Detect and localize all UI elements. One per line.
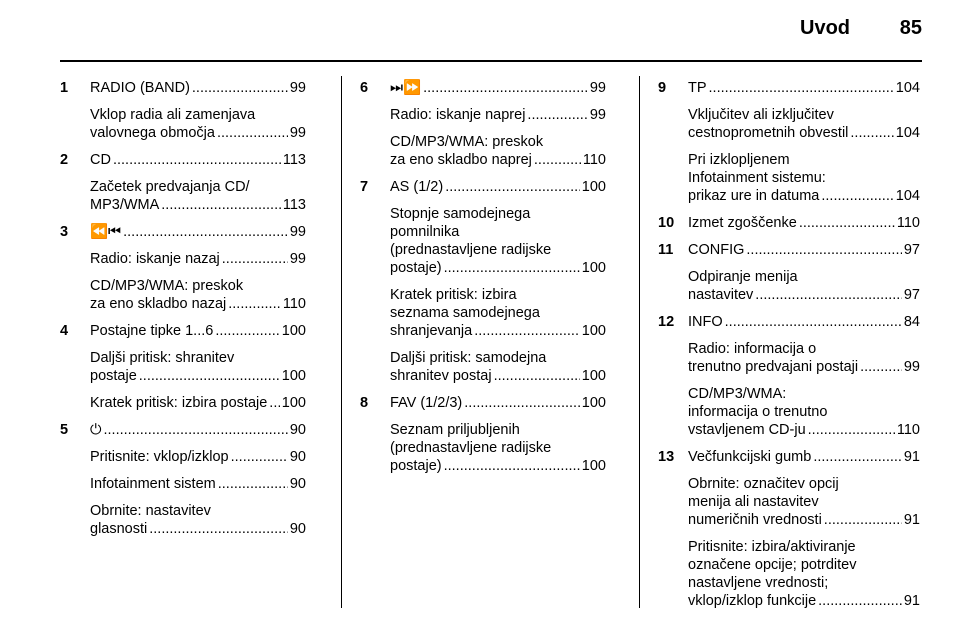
dot-leader (818, 592, 902, 610)
dot-leader (813, 448, 902, 466)
page-reference: 100 (581, 395, 606, 411)
page-reference: 100 (581, 323, 606, 339)
index-text: Vklop radia ali zamenjava (90, 107, 256, 123)
index-column-1 (60, 79, 306, 547)
page-reference: 100 (581, 179, 606, 195)
index-text: pomnilnika (390, 224, 460, 240)
index-subentry (360, 421, 606, 475)
index-entry (60, 223, 306, 241)
page-reference: 104 (895, 80, 920, 96)
dot-leader (746, 241, 901, 259)
index-line (390, 223, 606, 241)
index-subentry (658, 106, 920, 142)
index-entry (658, 448, 920, 466)
index-line (688, 241, 920, 259)
index-subentry (360, 286, 606, 340)
index-text: Daljši pritisk: samodejna (390, 350, 547, 366)
index-line (688, 79, 920, 97)
entry-number: 4 (60, 323, 69, 339)
index-line (390, 286, 606, 304)
index-subentry (658, 151, 920, 205)
index-subentry (360, 205, 606, 277)
dot-leader (269, 394, 280, 412)
page-reference: 100 (281, 323, 306, 339)
page-number: 85 (899, 17, 922, 39)
page-reference: 90 (289, 476, 306, 492)
index-text: glasnosti (90, 521, 148, 537)
page-reference: 100 (281, 395, 306, 411)
page-reference: 110 (582, 152, 606, 168)
index-line (688, 493, 920, 511)
index-line (390, 133, 606, 151)
index-subentry (658, 268, 920, 304)
dot-leader (464, 394, 580, 412)
index-subentry (360, 106, 606, 124)
entry-number: 13 (658, 449, 675, 465)
dot-leader (860, 358, 902, 376)
index-text: MP3/WMA (90, 197, 160, 213)
dot-leader (725, 313, 902, 331)
index-line (90, 421, 306, 439)
index-entry (658, 241, 920, 259)
index-line (688, 448, 920, 466)
index-entry (60, 421, 306, 439)
entry-number: 6 (360, 80, 369, 96)
page-reference: 104 (895, 188, 920, 204)
page-reference: 90 (289, 521, 306, 537)
index-text: Začetek predvajanja CD/ (90, 179, 250, 195)
index-line (688, 286, 920, 304)
dot-leader (494, 367, 580, 385)
index-line (688, 403, 920, 421)
index-line (90, 277, 306, 295)
page-reference: 110 (896, 215, 920, 231)
entry-number: 11 (658, 242, 674, 258)
dot-leader (215, 322, 279, 340)
index-text: Infotainment sistemu: (688, 170, 826, 186)
index-line (90, 367, 306, 385)
index-text: za eno skladbo naprej (390, 152, 532, 168)
dot-leader (123, 223, 288, 241)
index-text: Infotainment sistem (90, 476, 216, 492)
index-subentry (60, 250, 306, 268)
page-header (60, 0, 922, 62)
index-line (390, 457, 606, 475)
index-line (390, 367, 606, 385)
index-line (390, 259, 606, 277)
index-text: vklop/izklop funkcije (688, 593, 817, 609)
index-text: postaje) (390, 260, 442, 276)
entry-number: 2 (60, 152, 69, 168)
index-line (688, 574, 920, 592)
index-line (688, 106, 920, 124)
entry-number: 5 (60, 422, 69, 438)
index-subentry (658, 385, 920, 439)
index-line (390, 178, 606, 196)
index-text: Kratek pritisk: izbira postaje (90, 395, 268, 411)
index-text: valovnega območja (90, 125, 215, 141)
page-reference: 91 (903, 512, 920, 528)
index-text: shranjevanja (390, 323, 473, 339)
index-text: Vključitev ali izključitev (688, 107, 834, 123)
index-text: Daljši pritisk: shranitev (90, 350, 235, 366)
entry-number: 12 (658, 314, 675, 330)
index-line (390, 304, 606, 322)
index-line (688, 421, 920, 439)
entry-number: 3 (60, 224, 69, 240)
index-text: (prednastavljene radijske (390, 242, 552, 258)
index-line (688, 169, 920, 187)
page-reference: 84 (903, 314, 920, 330)
page-reference: 99 (589, 80, 606, 96)
index-text: CD (90, 152, 111, 168)
index-subentry (360, 349, 606, 385)
dot-leader (534, 151, 581, 169)
index-text: Seznam priljubljenih (390, 422, 520, 438)
index-text: postaje (90, 368, 137, 384)
column-divider (639, 76, 640, 608)
page-reference: 104 (895, 125, 920, 141)
dot-leader (228, 295, 281, 313)
index-line (688, 151, 920, 169)
column-divider (341, 76, 342, 608)
dot-leader (149, 520, 288, 538)
entry-number: 7 (360, 179, 369, 195)
index-text: seznama samodejnega (390, 305, 540, 321)
index-text: RADIO (BAND) (90, 80, 190, 96)
index-line (688, 511, 920, 529)
index-line (90, 448, 306, 466)
index-text: trenutno predvajani postaji (688, 359, 859, 375)
index-line (688, 313, 920, 331)
index-text: Pritisnite: vklop/izklop (90, 449, 229, 465)
index-text: Radio: informacija o (688, 341, 817, 357)
index-text: cestnoprometnih obvestil (688, 125, 849, 141)
index-text: FAV (1/2/3) (390, 395, 463, 411)
index-line (390, 205, 606, 223)
index-line (390, 394, 606, 412)
index-column-3 (658, 79, 920, 619)
index-line (90, 349, 306, 367)
page-reference: 100 (581, 260, 606, 276)
index-line (688, 268, 920, 286)
page-reference: 100 (281, 368, 306, 384)
index-line (90, 79, 306, 97)
index-entry (658, 313, 920, 331)
index-text: nastavitev (688, 287, 754, 303)
page-reference: 99 (589, 107, 606, 123)
index-subentry (60, 475, 306, 493)
index-subentry (60, 349, 306, 385)
index-text: CD/MP3/WMA: preskok (90, 278, 244, 294)
index-subentry (60, 178, 306, 214)
page-reference: 97 (903, 242, 920, 258)
index-text: za eno skladbo nazaj (90, 296, 227, 312)
dot-leader (709, 79, 894, 97)
dot-leader (222, 250, 288, 268)
dot-leader (850, 124, 893, 142)
dot-leader (474, 322, 580, 340)
page-title: Uvod (800, 17, 850, 39)
dot-leader (808, 421, 895, 439)
index-text: shranitev postaj (390, 368, 492, 384)
page-reference: 113 (282, 152, 306, 168)
page-reference: 99 (903, 359, 920, 375)
index-text: nastavljene vrednosti; (688, 575, 829, 591)
page-reference: 99 (289, 224, 306, 240)
index-text: (prednastavljene radijske (390, 440, 552, 456)
index-subentry (60, 277, 306, 313)
index-text: ⏻ (90, 422, 102, 438)
index-text: INFO (688, 314, 723, 330)
index-text: Odpiranje menija (688, 269, 798, 285)
page-reference: 110 (282, 296, 306, 312)
page-reference: 91 (903, 449, 920, 465)
index-line (390, 322, 606, 340)
page-reference: 90 (289, 422, 306, 438)
index-text: menija ali nastavitev (688, 494, 819, 510)
index-subentry (60, 106, 306, 142)
page-reference: 91 (903, 593, 920, 609)
page-reference: 110 (896, 422, 920, 438)
page-reference: 99 (289, 125, 306, 141)
dot-leader (824, 511, 902, 529)
index-line (90, 196, 306, 214)
index-text: Radio: iskanje naprej (390, 107, 526, 123)
entry-number: 9 (658, 80, 667, 96)
index-line (688, 592, 920, 610)
index-text: numeričnih vrednosti (688, 512, 822, 528)
index-line (90, 151, 306, 169)
index-entry (658, 79, 920, 97)
dot-leader (218, 475, 288, 493)
index-text: ⏭⏩ (390, 80, 422, 96)
index-line (390, 241, 606, 259)
page-reference: 99 (289, 80, 306, 96)
dot-leader (217, 124, 288, 142)
index-line (90, 124, 306, 142)
index-text: Obrnite: nastavitev (90, 503, 211, 519)
page-reference: 113 (282, 197, 306, 213)
page-reference: 100 (581, 368, 606, 384)
dot-leader (821, 187, 893, 205)
index-line (90, 322, 306, 340)
index-line (390, 421, 606, 439)
index-text: ⏪⏮ (90, 224, 122, 240)
dot-leader (161, 196, 281, 214)
dot-leader (113, 151, 281, 169)
entry-number: 8 (360, 395, 369, 411)
page-reference: 100 (581, 458, 606, 474)
index-line (390, 79, 606, 97)
dot-leader (103, 421, 287, 439)
index-text: vstavljenem CD-ju (688, 422, 806, 438)
dot-leader (444, 259, 580, 277)
index-line (90, 295, 306, 313)
index-line (688, 538, 920, 556)
index-text: Radio: iskanje nazaj (90, 251, 220, 267)
entry-number: 10 (658, 215, 675, 231)
index-subentry (360, 133, 606, 169)
index-line (390, 349, 606, 367)
index-column-2 (360, 79, 606, 484)
index-text: AS (1/2) (390, 179, 444, 195)
index-line (688, 385, 920, 403)
index-text: Večfunkcijski gumb (688, 449, 812, 465)
dot-leader (423, 79, 588, 97)
dot-leader (444, 457, 580, 475)
index-line (390, 106, 606, 124)
index-entry (60, 322, 306, 340)
index-text: informacija o trenutno (688, 404, 828, 420)
index-line (688, 358, 920, 376)
index-line (90, 394, 306, 412)
index-text: Pri izklopljenem (688, 152, 790, 168)
index-subentry (60, 448, 306, 466)
page-reference: 99 (289, 251, 306, 267)
page-reference: 90 (289, 449, 306, 465)
index-text: prikaz ure in datuma (688, 188, 820, 204)
index-entry (360, 178, 606, 196)
index-text: Izmet zgoščenke (688, 215, 797, 231)
index-subentry (658, 538, 920, 610)
dot-leader (139, 367, 280, 385)
index-line (688, 475, 920, 493)
dot-leader (755, 286, 902, 304)
index-text: postaje) (390, 458, 442, 474)
index-line (688, 214, 920, 232)
index-line (90, 475, 306, 493)
index-text: CD/MP3/WMA: (688, 386, 787, 402)
index-text: CD/MP3/WMA: preskok (390, 134, 544, 150)
index-subentry (658, 475, 920, 529)
index-line (688, 556, 920, 574)
dot-leader (527, 106, 587, 124)
index-line (390, 151, 606, 169)
dot-leader (231, 448, 288, 466)
entry-number: 1 (60, 80, 69, 96)
index-line (688, 340, 920, 358)
dot-leader (445, 178, 580, 196)
page-reference: 97 (903, 287, 920, 303)
index-line (90, 250, 306, 268)
index-text: CONFIG (688, 242, 745, 258)
index-text: Pritisnite: izbira/aktiviranje (688, 539, 856, 555)
index-entry (60, 79, 306, 97)
index-text: Postajne tipke 1...6 (90, 323, 214, 339)
index-line (90, 520, 306, 538)
index-line (90, 178, 306, 196)
index-line (90, 502, 306, 520)
index-line (688, 187, 920, 205)
index-entry (658, 214, 920, 232)
index-subentry (658, 340, 920, 376)
index-text: TP (688, 80, 707, 96)
index-line (390, 439, 606, 457)
index-text: Stopnje samodejnega (390, 206, 531, 222)
index-line (90, 223, 306, 241)
dot-leader (192, 79, 288, 97)
index-text: označene opcije; potrditev (688, 557, 857, 573)
index-entry (360, 79, 606, 97)
index-line (688, 124, 920, 142)
index-entry (60, 151, 306, 169)
index-subentry (60, 502, 306, 538)
index-text: Obrnite: označitev opcij (688, 476, 839, 492)
index-entry (360, 394, 606, 412)
index-subentry (60, 394, 306, 412)
dot-leader (799, 214, 895, 232)
index-text: Kratek pritisk: izbira (390, 287, 517, 303)
index-line (90, 106, 306, 124)
